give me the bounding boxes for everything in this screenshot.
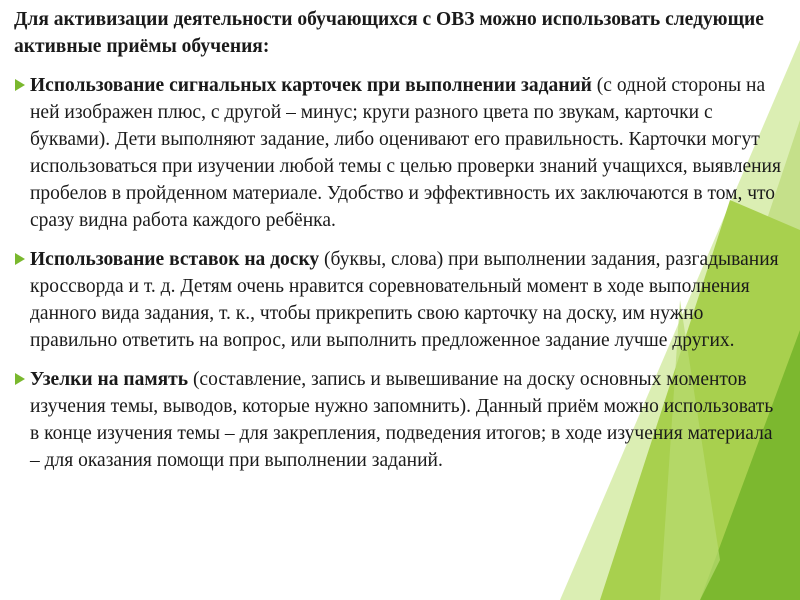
list-item [14, 246, 784, 354]
slide-content [14, 6, 784, 486]
bullet-arrow-icon [15, 373, 25, 385]
item-lead: Узелки на память [30, 369, 189, 390]
bullet-arrow-icon [15, 79, 25, 91]
list-item [14, 72, 784, 234]
item-text: (с одной стороны на ней изображен плюс, с другой – минус; круги разного цвета по звукам, карточки с буквами). Дети выполняют задание, либо оценивают его правильность. Карточки могут использоваться при изучении любой темы с целью проверки знаний учащихся, выявления пробелов в пройденном материале. Удобство и эффективность их заключаются в том, что сразу видна работа каждого ребёнка. [30, 75, 781, 231]
item-text: (составление, запись и вывешивание на доску основных моментов изучения темы, выводов, которые нужно запомнить). Данный приём можно использовать в конце изучения темы – для закрепления, подведения итогов; в ходе изучения материала – для оказания помощи при выполнении заданий. [30, 369, 774, 471]
list-item [14, 366, 784, 474]
item-lead: Использование сигнальных карточек при выполнении заданий [30, 75, 592, 96]
slide-heading: Для активизации деятельности обучающихся с ОВЗ можно использовать следующие активные приёмы обучения: [14, 9, 764, 57]
item-lead: Использование вставок на доску [30, 249, 320, 270]
bullet-arrow-icon [15, 253, 25, 265]
item-text: (буквы, слова) при выполнении задания, разгадывания кроссворда и т. д. Детям очень нравится соревновательный момент в ходе выполнения данного вида задания, т. к., чтобы прикрепить свою карточку на доску, им нужно правильно ответить на вопрос, или выполнить предложенное задание лучше других. [30, 249, 779, 351]
